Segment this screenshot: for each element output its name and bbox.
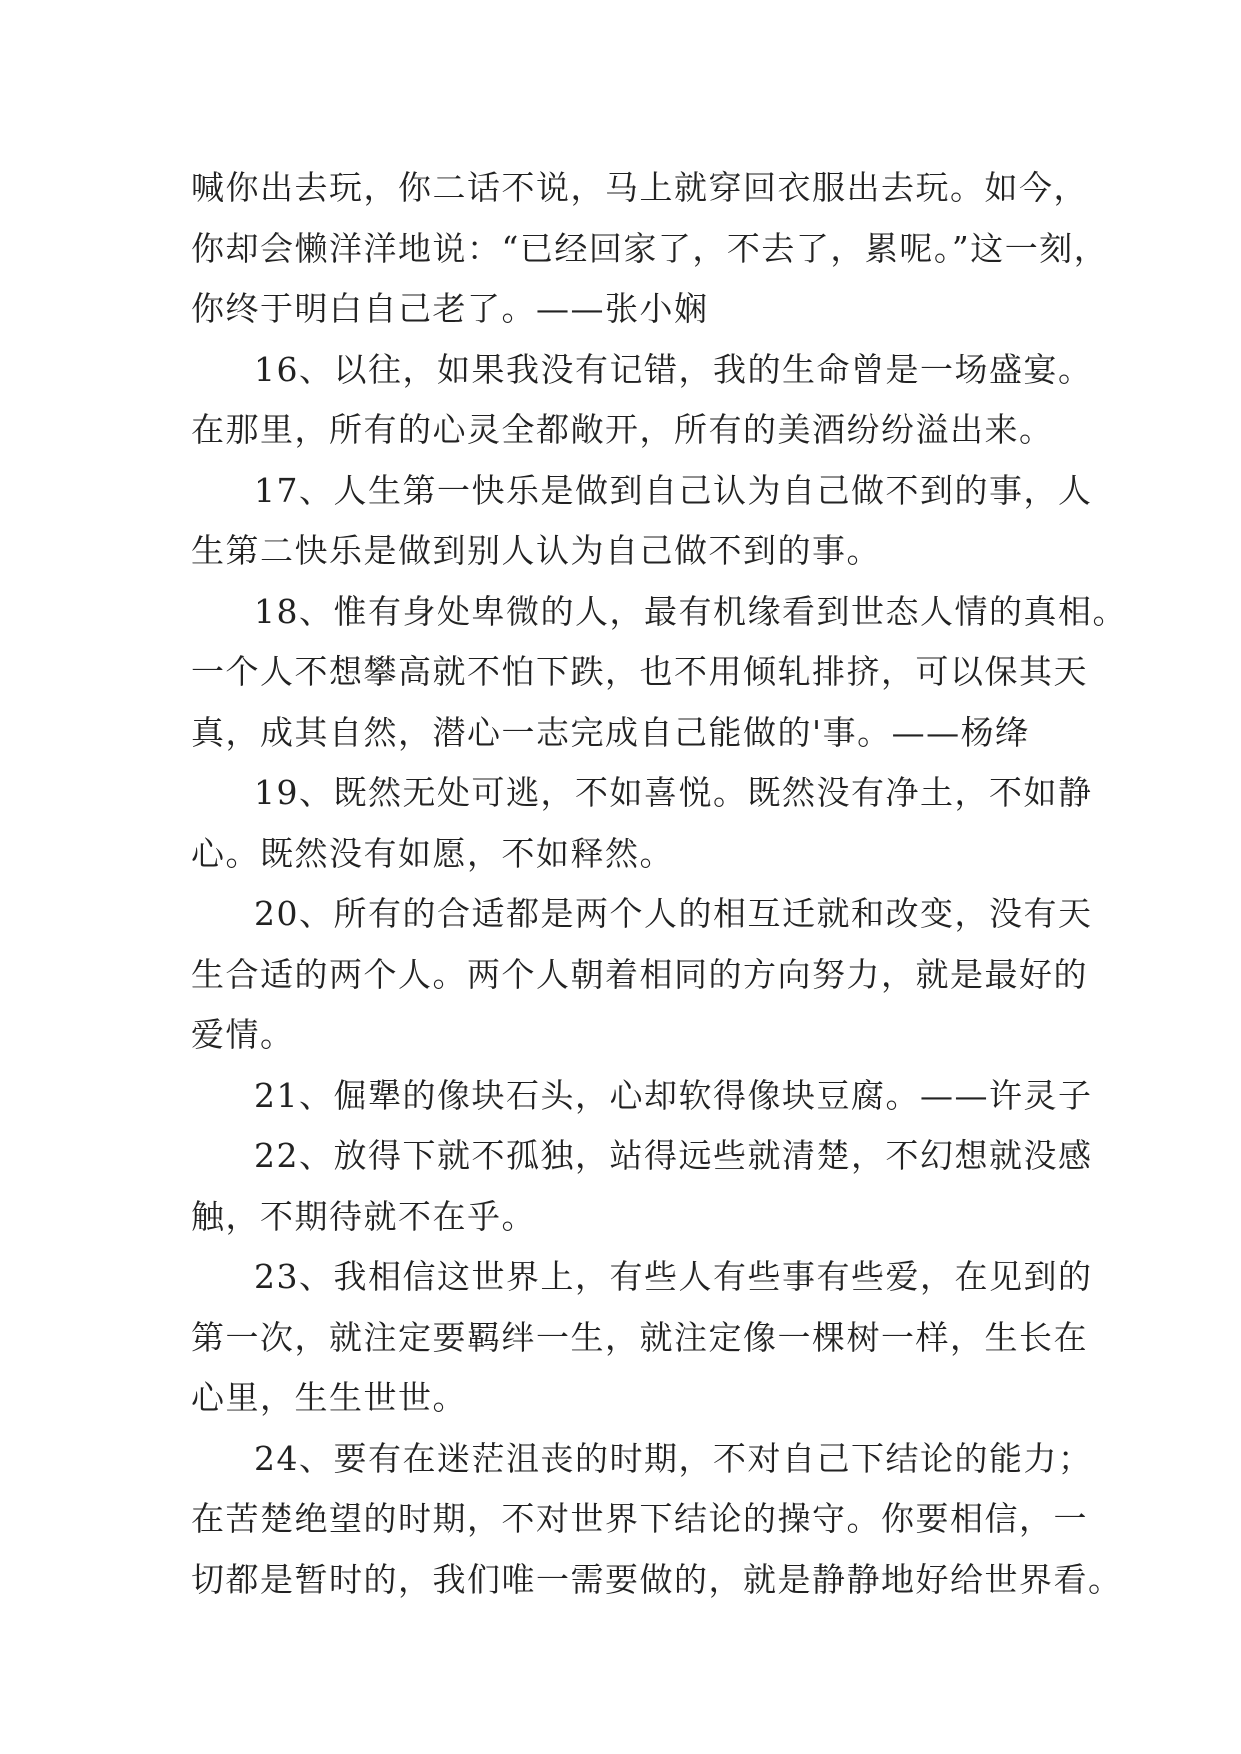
text-line: 切都是暂时的，我们唯一需要做的，就是静静地好给世界看。 [191, 1559, 1123, 1599]
text-line: 在那里，所有的心灵全都敞开，所有的美酒纷纷溢出来。 [191, 410, 1054, 449]
document-body [191, 158, 1127, 1610]
text-line: 19、既然无处可逃，不如喜悦。既然没有净土，不如静 [254, 773, 1093, 812]
text-line: 生合适的两个人。两个人朝着相同的方向努力，就是最好的 [191, 954, 1088, 994]
text-line: 16、以往，如果我没有记错，我的生命曾是一场盛宴。 [254, 349, 1093, 389]
text-line: 20、所有的合适都是两个人的相互迁就和改变，没有天 [254, 894, 1093, 933]
text-line: 24、要有在迷茫沮丧的时期，不对自己下结论的能力； [254, 1438, 1093, 1478]
text-line: 在苦楚绝望的时期，不对世界下结论的操守。你要相信，一 [191, 1499, 1088, 1538]
text-line: 23、我相信这世界上，有些人有些事有些爱，在见到的 [254, 1257, 1093, 1296]
text-line: 喊你出去玩，你二话不说，马上就穿回衣服出去玩。如今， [191, 168, 1088, 207]
text-line: 心里，生生世世。 [191, 1378, 467, 1417]
text-line: 心。既然没有如愿，不如释然。 [191, 833, 674, 873]
text-line: 17、人生第一快乐是做到自己认为自己做不到的事，人 [254, 470, 1093, 510]
text-line: 21、倔犟的像块石头，心却软得像块豆腐。——许灵子 [254, 1075, 1093, 1115]
text-line: 真，成其自然，潜心一志完成自己能做的'事。——杨绛 [191, 712, 1030, 752]
text-line: 一个人不想攀高就不怕下跌，也不用倾轧排挤，可以保其天 [191, 652, 1088, 691]
text-line: 触，不期待就不在乎。 [191, 1196, 536, 1236]
text-line: 生第二快乐是做到别人认为自己做不到的事。 [191, 531, 881, 570]
text-line: 你终于明白自己老了。——张小娴 [191, 289, 709, 328]
text-line: 18、惟有身处卑微的人，最有机缘看到世态人情的真相。 [254, 591, 1127, 631]
text-line: 22、放得下就不孤独，站得远些就清楚，不幻想就没感 [254, 1136, 1093, 1175]
text-line: 第一次，就注定要羁绊一生，就注定像一棵树一样，生长在 [191, 1317, 1088, 1357]
text-line: 你却会懒洋洋地说：“已经回家了，不去了，累呢。”这一刻， [191, 228, 1109, 268]
text-line: 爱情。 [191, 1015, 295, 1054]
